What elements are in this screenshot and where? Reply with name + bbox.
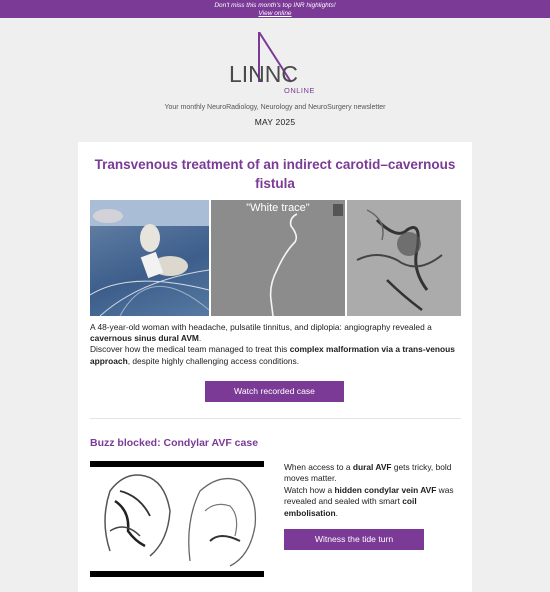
view-online-link[interactable]: View online [258,10,292,17]
angiography-image [347,200,461,316]
desc-text: . [335,507,338,518]
logo-sub-text: ONLINE [284,86,315,95]
preheader-bar [0,0,550,18]
article2-description [284,462,459,519]
surgery-photo [90,200,209,316]
fluoroscopy-image [211,200,345,316]
desc-bold: hidden condylar vein AVF [334,484,437,495]
watch-recorded-case-button[interactable]: Watch recorded case [205,381,344,402]
section-divider [90,418,461,419]
desc-text: , despite highly challenging access conditions. [127,355,300,366]
preheader-text: Don't miss this month's top INR highlights! [214,2,336,9]
logo-main-text: LINNC [229,61,299,87]
witness-tide-turn-button[interactable]: Witness the tide turn [284,529,424,550]
tagline: Your monthly NeuroRadiology, Neurology and NeuroSurgery newsletter [164,104,386,111]
linnc-logo [225,32,325,98]
article2-image[interactable] [90,461,264,577]
article1-image[interactable] [90,200,461,316]
desc-bold: complex malformation via a trans-venous approach [90,344,455,366]
desc-text: Watch how a [284,484,335,495]
desc-bold: dural AVF [352,462,392,472]
desc-bold: coil embolisation [284,496,417,518]
desc-text: A 48-year-old woman with headache, pulsatile tinnitus, and diplopia: angiography revealed a [90,322,432,332]
desc-text: gets tricky, bold moves matter. [284,462,452,484]
issue-month: MAY 2025 [254,117,296,127]
desc-bold: cavernous sinus dural AVM [90,333,199,344]
content-card [78,142,472,592]
article2-title[interactable]: Buzz blocked: Condylar AVF case [90,437,259,449]
desc-text: Discover how the medical team managed to treat this [90,344,290,355]
article1-title[interactable]: Transvenous treatment of an indirect carotid–cavernous fistula [94,157,456,191]
desc-text: was revealed and sealed with smart [284,484,454,507]
article1-description [90,322,462,367]
desc-text: . [198,333,202,344]
desc-text: When access to a [284,462,353,472]
white-trace-caption: "White trace" [246,202,310,214]
newsletter-header [0,18,550,127]
